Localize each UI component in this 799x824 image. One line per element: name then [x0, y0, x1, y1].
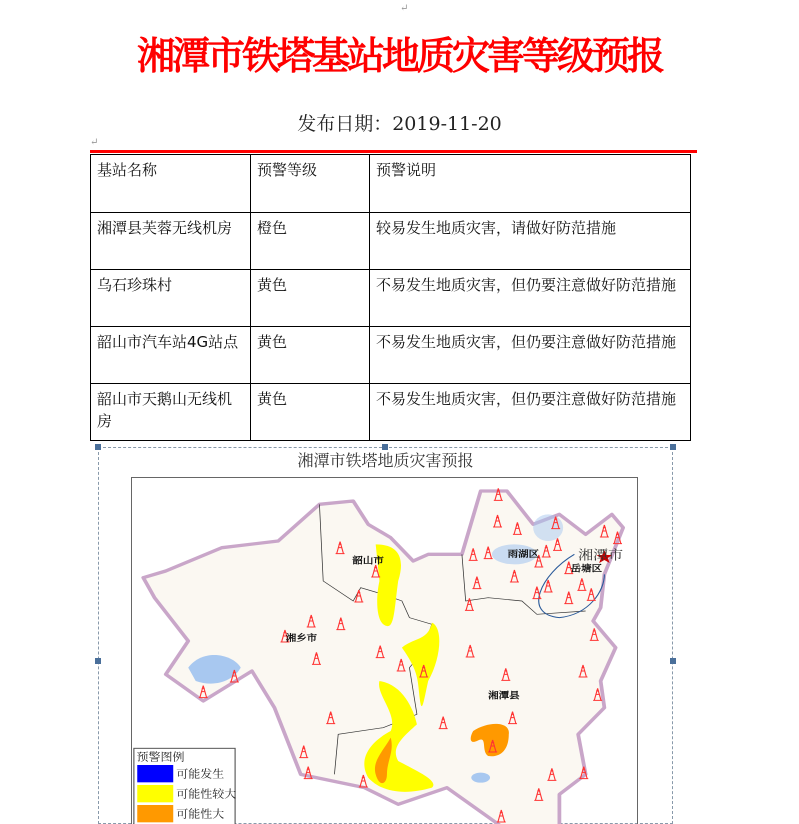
- resize-handle[interactable]: [95, 444, 101, 450]
- legend-swatch-blue: [137, 765, 173, 782]
- legend-title: 预警图例: [136, 749, 185, 764]
- page-title: 湘潭市铁塔基站地质灾害等级预报: [136, 34, 662, 78]
- table-row: [91, 213, 691, 270]
- table-row: [91, 384, 691, 441]
- legend-label: 可能性较大: [176, 787, 237, 801]
- resize-handle[interactable]: [670, 444, 676, 450]
- table-row: [91, 327, 691, 384]
- warning-desc: 不易发生地质灾害，但仍要注意做好防范措施: [370, 327, 691, 384]
- resize-handle[interactable]: [670, 658, 676, 664]
- label-yuhu: 雨湖区: [507, 549, 540, 560]
- header-station: 基站名称: [91, 155, 251, 213]
- legend-swatch-orange: [137, 805, 173, 822]
- warning-desc: 不易发生地质灾害，但仍要注意做好防范措施: [370, 384, 691, 441]
- legend-swatch-yellow: [137, 785, 173, 802]
- paragraph-mark: ↵: [90, 137, 99, 148]
- header-level: 预警等级: [251, 155, 370, 213]
- map-title: 湘潭市铁塔地质灾害预报: [297, 451, 474, 470]
- station-name: 湘潭县芙蓉无线机房: [91, 213, 251, 270]
- station-name: 韶山市天鹅山无线机房: [91, 384, 251, 441]
- warning-level: 橙色: [251, 213, 370, 270]
- legend: [134, 748, 237, 824]
- table-row: [91, 270, 691, 327]
- map: [131, 477, 638, 824]
- map-svg: [132, 478, 637, 824]
- red-divider: [90, 150, 697, 153]
- station-name: 韶山市汽车站4G站点: [91, 327, 251, 384]
- paragraph-mark: ↵: [400, 3, 409, 14]
- station-name: 乌石珍珠村: [91, 270, 251, 327]
- label-yuetang: 岳塘区: [570, 564, 603, 575]
- warning-level: 黄色: [251, 270, 370, 327]
- label-xiangtan-county: 湘潭县: [488, 690, 520, 702]
- publish-date: 发布日期：2019-11-20: [297, 113, 502, 135]
- resize-handle[interactable]: [382, 444, 388, 450]
- warning-level: 黄色: [251, 384, 370, 441]
- warning-level: 黄色: [251, 327, 370, 384]
- warning-desc: 不易发生地质灾害，但仍要注意做好防范措施: [370, 270, 691, 327]
- label-shaoshan: 韶山市: [352, 556, 384, 567]
- resize-handle[interactable]: [95, 658, 101, 664]
- map-image-frame[interactable]: [98, 447, 673, 824]
- label-xiangtan-city: 湘潭市: [578, 548, 624, 564]
- legend-label: 可能性大: [176, 807, 225, 821]
- legend-label: 可能发生: [176, 767, 225, 781]
- label-xiangxiang: 湘乡市: [285, 633, 318, 644]
- warning-desc: 较易发生地质灾害，请做好防范措施: [370, 213, 691, 270]
- header-desc: 预警说明: [370, 155, 691, 213]
- forecast-table: [90, 154, 691, 441]
- table-header-row: [91, 155, 691, 213]
